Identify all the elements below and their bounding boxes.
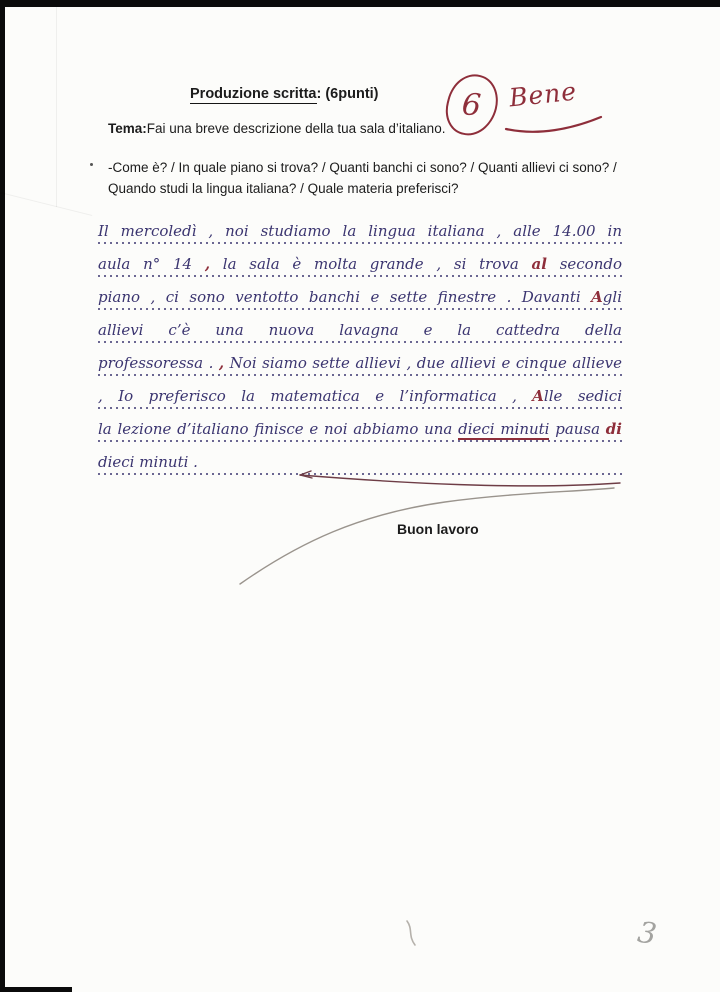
essay-line [98,314,622,347]
student-handwriting: la lezione d’italiano finisce e noi abbiamo una [98,420,459,438]
tema-line [108,121,445,136]
closing-text: Buon lavoro [397,521,479,537]
essay-line [98,248,622,281]
scan-edge-top [0,0,720,7]
tema-text: Fai una breve descrizione della tua sala d’italiano. [146,121,446,136]
grade-underline-stroke [506,117,601,132]
teacher-correction: dieci minuti [458,420,550,438]
student-handwriting: , Io preferisco la matematica e l’informatica , [98,387,533,405]
scan-edge-bottom-left [0,987,72,992]
bullet-dot [90,163,93,166]
student-handwriting: allievi c’è una nuova lavagna e la cattedra della [98,321,622,339]
student-handwriting: lle sedici [543,387,622,405]
student-handwriting: pausa [549,420,606,438]
page-number: 3 [635,914,659,952]
pencil-squiggle [407,921,415,945]
essay-line [98,413,622,446]
teacher-correction: di [605,420,622,438]
essay-line [98,347,622,380]
teacher-correction: al [531,255,547,273]
student-handwriting: dieci minuti . [98,453,198,471]
tema-label: Tema: [108,121,147,136]
essay [98,215,622,479]
question-list [108,157,624,199]
teacher-correction: A [532,387,544,405]
essay-line [98,380,622,413]
grade-score: 6 [461,86,483,124]
essay-line [98,215,622,248]
paper-crease-diagonal [0,192,92,216]
student-handwriting: piano , ci sono ventotto banchi e sette finestre . Davanti [98,288,592,306]
question-line: Quando studi la lingua italiana? / Quale materia preferisci? [108,181,459,196]
scan-edge-left [0,0,5,992]
page-title-underlined: Produzione scritta [190,86,317,102]
student-handwriting: la sala è molta grande , si trova [210,255,532,273]
teacher-correction: , [218,354,225,372]
page-title-points: : (6punti) [316,86,379,102]
teacher-correction: , [204,255,211,273]
question-line: -Come è? / In quale piano si trova? / Quanti banchi ci sono? / Quanti allievi ci sono? / [108,160,617,175]
grade-circle [440,69,504,141]
student-handwriting: professoressa . [98,354,219,372]
teacher-correction: A [591,288,603,306]
student-handwriting: aula n° 14 [98,255,205,273]
grade-comment: Bene [507,76,579,113]
student-handwriting: Il mercoledì , noi studiamo la lingua italiana , alle 14.00 in [98,222,622,240]
student-handwriting: secondo [546,255,622,273]
page-title [190,86,379,102]
essay-line [98,446,622,479]
essay-line [98,281,622,314]
paper-crease-vertical [56,7,57,207]
student-handwriting: gli [602,288,622,306]
student-handwriting: Noi siamo sette allievi , due allievi e cinque allieve [224,354,622,372]
